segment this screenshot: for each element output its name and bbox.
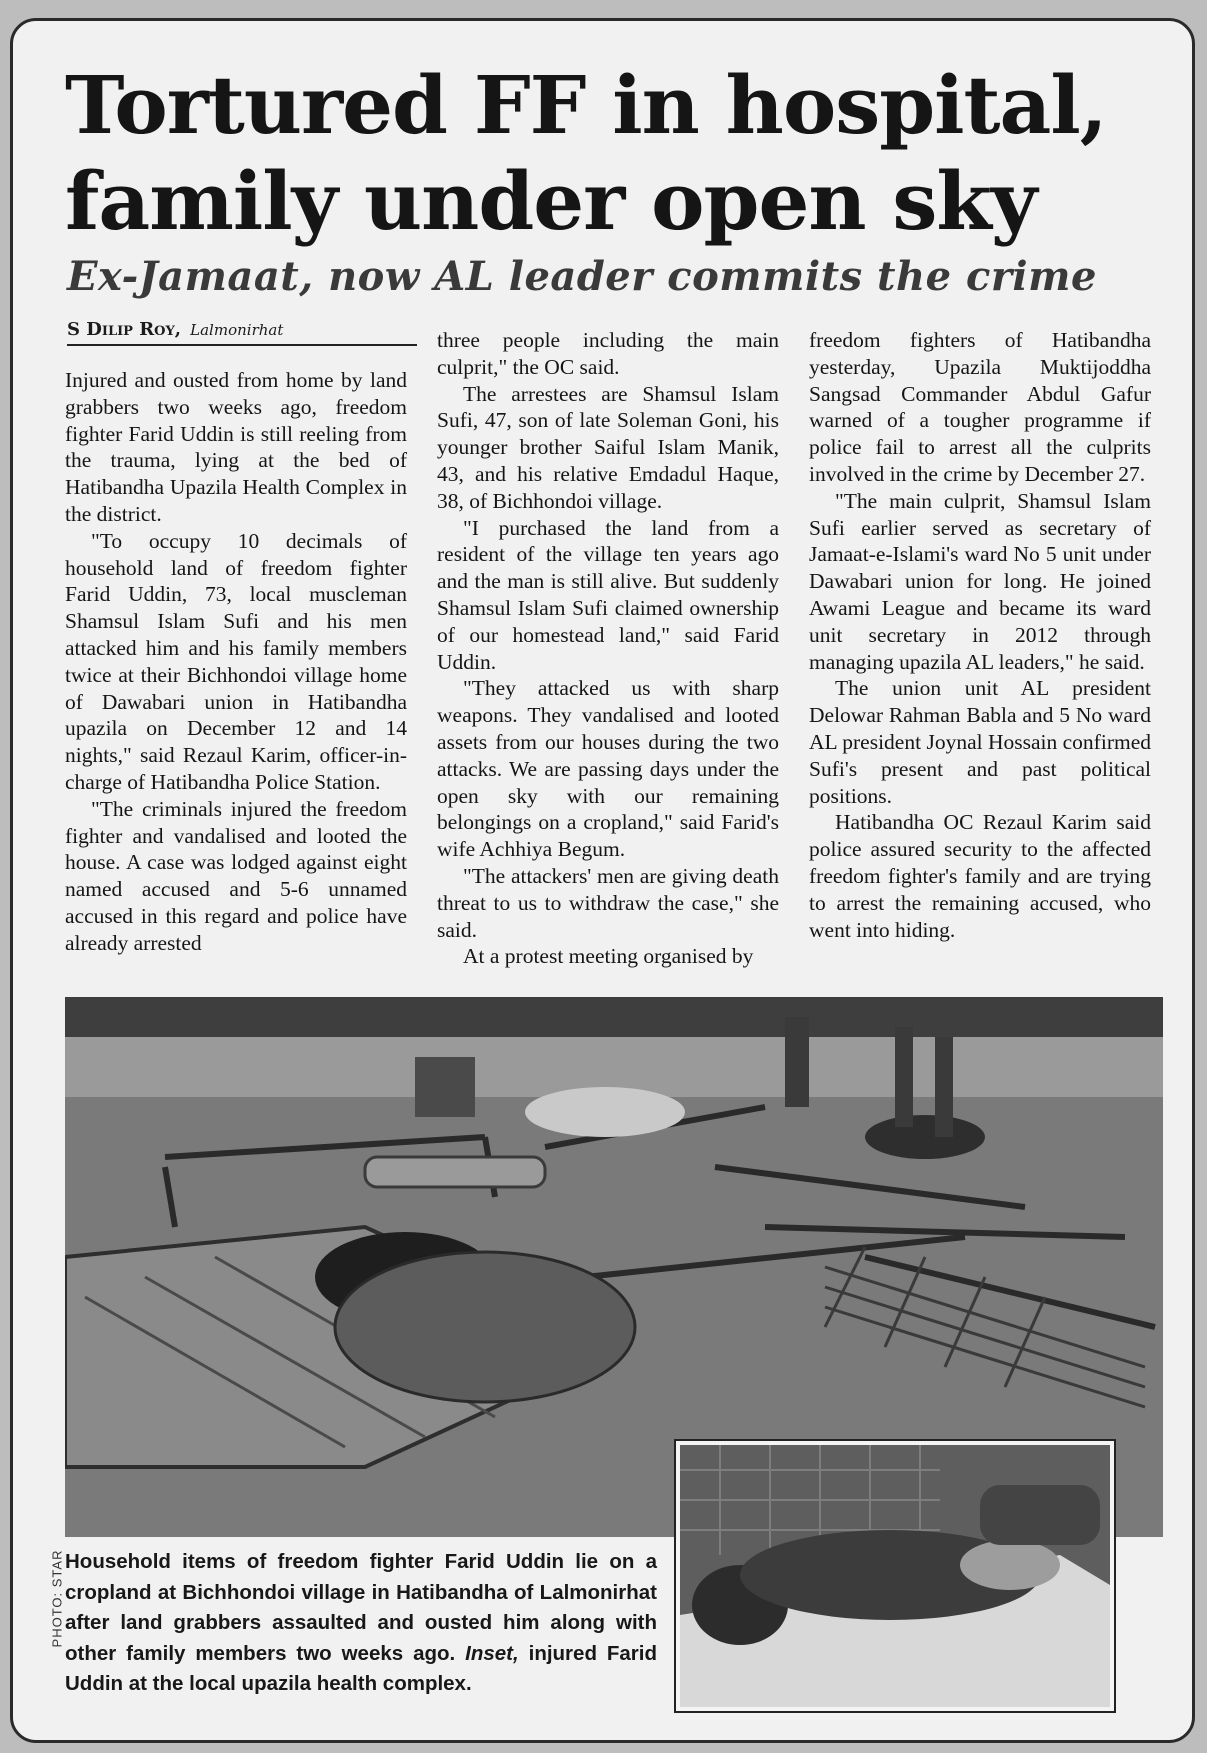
headline-line-2: family under open sky bbox=[65, 154, 1037, 248]
paragraph: The arrestees are Shamsul Islam Sufi, 47, son of late Soleman Goni, his younger brother Saiful Islam Manik, 43, and his relative Emdadul Haque, 38, of Bichhondoi village. bbox=[437, 381, 779, 513]
paragraph: At a protest meeting organised by bbox=[463, 944, 754, 969]
paragraph: The union unit AL president Delowar Rahman Babla and 5 No ward AL president Joynal Hossain confirmed Sufi's present and past political positions. bbox=[809, 676, 1151, 808]
byline bbox=[67, 319, 417, 346]
article-column-1 bbox=[65, 367, 407, 985]
inset-photo bbox=[676, 1441, 1114, 1711]
article-column-2 bbox=[437, 327, 779, 985]
photo-credit: PHOTO: STAR bbox=[49, 1549, 65, 1648]
paragraph: "The criminals injured the freedom fighter and vandalised and looted the house. A case was lodged against eight named accused and 5-6 unnamed accused in this regard and police have already arrested bbox=[65, 796, 407, 955]
paragraph: three people including the main culprit," the OC said. bbox=[437, 328, 779, 379]
headline bbox=[65, 57, 1165, 249]
paragraph: "I purchased the land from a resident of the village ten years ago and the man is still alive. But suddenly Shamsul Islam Sufi claimed ownership of our homestead land," said Farid Uddin. bbox=[437, 515, 779, 674]
paragraph: "They attacked us with sharp weapons. They vandalised and looted assets from our houses during the two attacks. We are passing days under the open sky with our remaining belongings on a cropland," said Farid's wife Achhiya Begum. bbox=[437, 676, 779, 862]
byline-author: S Dilip Roy, bbox=[67, 319, 182, 340]
paragraph: Hatibandha OC Rezaul Karim said police assured security to the affected freedom fighter's family and are trying to arrest the remaining accused, who went into hiding. bbox=[809, 810, 1151, 942]
paragraph: "To occupy 10 decimals of household land of freedom fighter Farid Uddin, 73, local muscleman Shamsul Islam Sufi and his men attacked him and his family members twice at their Bichhondoi village home of Dawabari union in Hatibandha upazila on December 12 and 14 nights," said Rezaul Karim, officer-in-charge of Hatibandha Police Station. bbox=[65, 528, 407, 794]
subheadline: Ex-Jamaat, now AL leader commits the crime bbox=[67, 253, 1097, 300]
paragraph: Injured and ousted from home by land grabbers two weeks ago, freedom fighter Farid Uddin is still reeling from the trauma, lying at the bed of Hatibandha Upazila Health Complex in the district. bbox=[65, 368, 407, 526]
hospital-bed-image bbox=[680, 1445, 1110, 1707]
caption-inset-label: Inset, bbox=[465, 1641, 519, 1665]
headline-line-1: Tortured FF in hospital, bbox=[65, 58, 1107, 152]
paragraph: freedom fighters of Hatibandha yesterday, Upazila Muktijoddha Sangsad Commander Abdul Gafur warned of a tougher programme if police fail to arrest all the culprits involved in the crime by December 27. bbox=[809, 328, 1151, 486]
article-column-3 bbox=[809, 327, 1151, 985]
newspaper-clipping bbox=[10, 18, 1195, 1743]
caption-main: Household items of freedom fighter Farid Uddin lie on a cropland at Bichhondoi village in Hatibandha of Lalmonirhat after land grabbers assaulted and ousted him along with other family members two weeks ago. bbox=[65, 1550, 657, 1665]
byline-location: Lalmonirhat bbox=[190, 321, 284, 339]
paragraph: "The attackers' men are giving death threat to us to withdraw the case," she said. bbox=[437, 863, 779, 942]
paragraph: "The main culprit, Shamsul Islam Sufi earlier served as secretary of Jamaat-e-Islami's ward No 5 unit under Dawabari union for long. He joined Awami League and became its ward unit secretary in 2012 through managing upazila AL leaders," he said. bbox=[809, 488, 1151, 674]
caption-inset-text: injured Farid Uddin at the local upazila health complex. bbox=[65, 1641, 657, 1695]
photo-caption bbox=[65, 1547, 657, 1700]
